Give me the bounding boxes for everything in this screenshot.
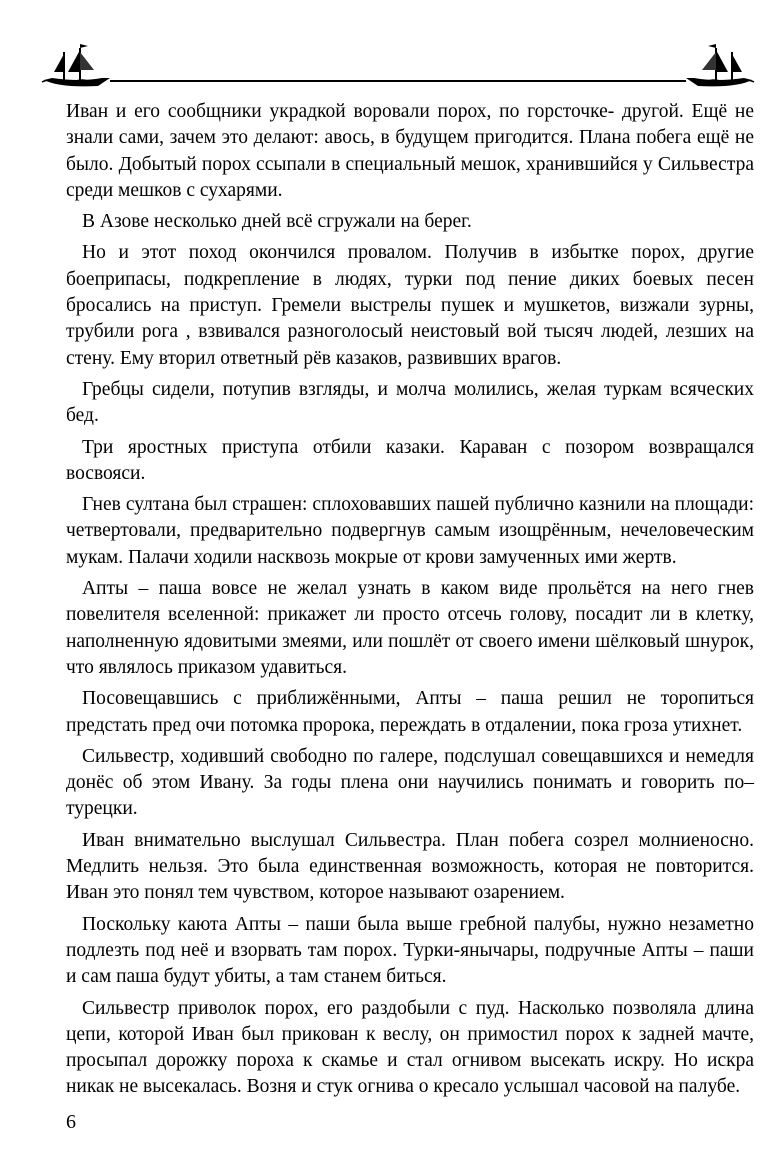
paragraph: Иван внимательно выслушал Сильвестра. План побега созрел молниеносно. Медлить нельзя. Это была единственная возможность, которая не повторится. Иван это понял тем чувством, которое называют озарением. [66, 829, 754, 904]
paragraph: В Азове несколько дней всё сгружали на берег. [82, 211, 472, 233]
paragraph: Посовещавшись с приближёнными, Апты – паша решил не торопиться предстать пред очи потомка пророка, переждать в отдалении, пока гроза утихнет. [66, 688, 754, 736]
paragraph: Иван и его сообщники украдкой воровали порох, по горсточке- другой. Ещё не знали сами, зачем это делают: авось, в будущем пригодится. Плана побега ещё не было. Добытый порох ссыпали в специальный мешок, хранившийся у Сильвестра среди мешков с сухарями. [66, 101, 754, 201]
paragraph: Поскольку каюта Апты – паши была выше гребной палубы, нужно незаметно подлезть под неё и взорвать там порох. Турки-янычары, подручные Апты – паши и сам паша будут убиты, а там станем биться. [66, 913, 754, 988]
paragraph: Три яростных приступа отбили казаки. Караван с позором возвращался восвояси. [66, 436, 754, 484]
paragraph: Гребцы сидели, потупив взгляды, и молча молились, желая туркам всяческих бед. [66, 378, 754, 427]
header-rule [110, 80, 686, 82]
paragraph: Гнев султана был страшен: сплоховавших пашей публично казнили на площади: четвертовали, предварительно подвергнув самым изощрённым, нечеловеческим мукам. Палачи ходили насквозь мокрые от крови замученных ими жертв. [66, 494, 754, 568]
paragraph: Сильвестр, ходивший свободно по галере, подслушал совещавшихся и немедля донёс об этом Ивану. За годы плена они научились понимать и говорить по– турецки. [66, 745, 754, 820]
page-header [40, 42, 756, 92]
paragraph: Апты – паша вовсе не желал узнать в каком виде прольётся на него гнев повелителя вселенной: прикажет ли просто отсечь голову, посадит ли в клетку, наполненную ядовитыми змеями, или пошлёт от своего имени шёлковый шнурок, что являлось приказом удавиться. [66, 578, 754, 678]
page-number: 6 [66, 1111, 76, 1133]
paragraph: Сильвестр приволок порох, его раздобыли с пуд. Насколько позволяла длина цепи, которой Иван был прикован к веслу, он примостил порох к задней мачте, просыпал дорожку пороха к скамье и стал огнивом высекать искру. Но искра никак не высекалась. Возня и стук огнива о кресало услышал часовой на палубе. [66, 997, 754, 1098]
ship-icon [676, 42, 756, 92]
body-text [66, 99, 754, 1106]
paragraph: Но и этот поход окончился провалом. Получив в избытке порох, другие боеприпасы, подкрепление в людях, турки под пение диких боевых песен бросались на приступ. Гремели выстрелы пушек и мушкетов, визжали зурны, трубили рога , взвивался разноголосый неистовый вой тысяч людей, лезших на стену. Ему вторил ответный рёв казаков, развивших врагов. [66, 242, 754, 369]
ship-icon [40, 42, 120, 92]
